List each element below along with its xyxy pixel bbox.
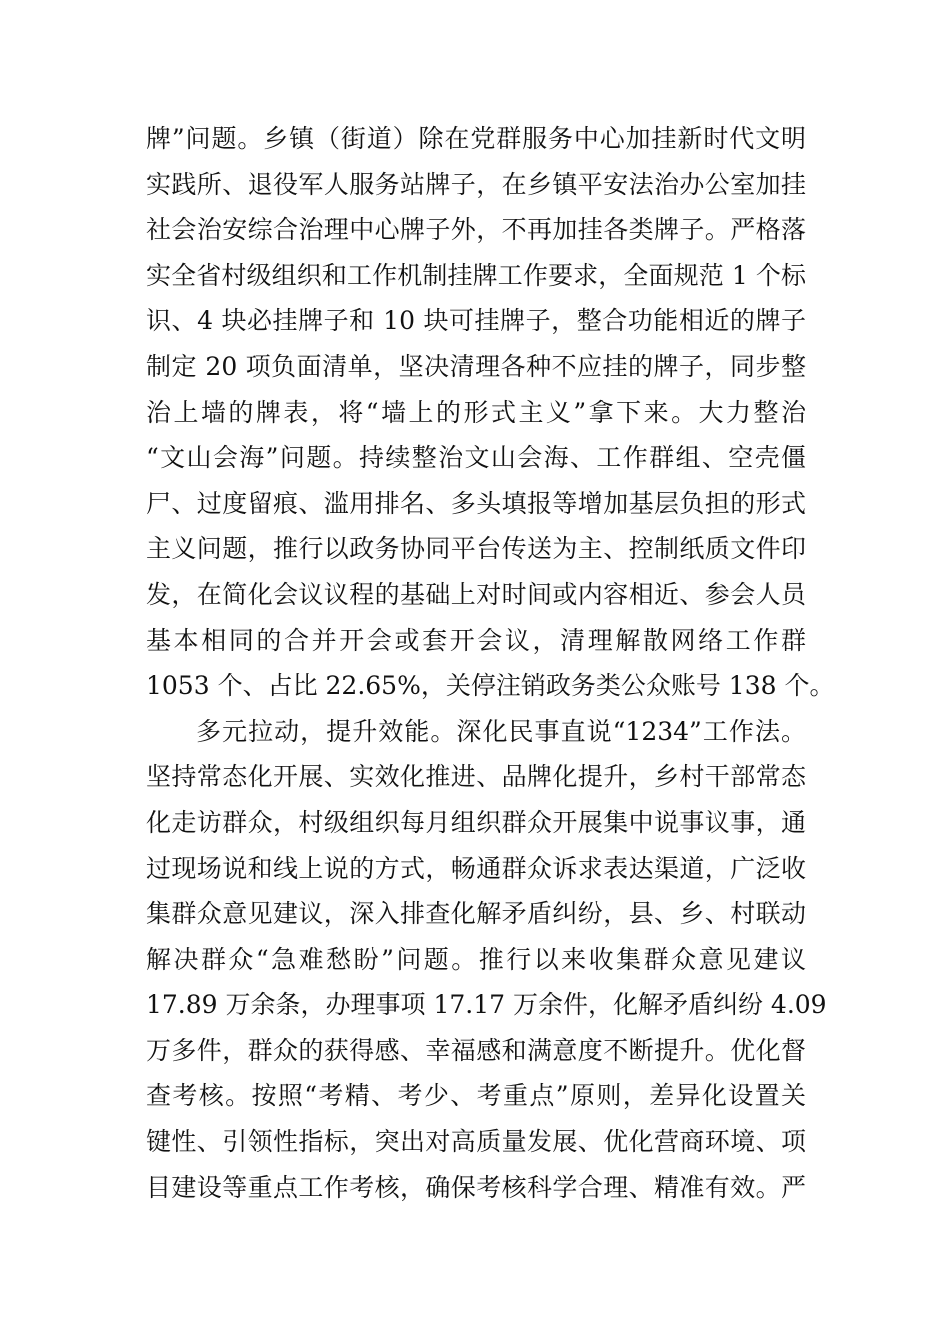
text-line: 万多件，群众的获得感、幸福感和满意度不断提升。优化督 — [146, 1035, 806, 1065]
text-line: 识、4 块必挂牌子和 10 块可挂牌子，整合功能相近的牌子 — [146, 306, 806, 336]
text-line: 过现场说和线上说的方式，畅通群众诉求表达渠道，广泛收 — [146, 853, 806, 883]
text-line: 键性、引领性指标，突出对高质量发展、优化营商环境、项 — [146, 1127, 806, 1157]
text-line: 社会治安综合治理中心牌子外，不再加挂各类牌子。严格落 — [146, 215, 806, 245]
text-line: 查考核。按照“考精、考少、考重点”原则，差异化设置关 — [146, 1081, 806, 1111]
text-line: 集群众意见建议，深入排查化解矛盾纠纷，县、乡、村联动 — [146, 899, 806, 929]
paragraph-start-line: 多元拉动，提升效能。深化民事直说“1234”工作法。 — [196, 716, 806, 746]
text-line: 解决群众“急难愁盼”问题。推行以来收集群众意见建议 — [146, 944, 806, 974]
text-line: 主义问题，推行以政务协同平台传送为主、控制纸质文件印 — [146, 534, 806, 564]
text-line: 化走访群众，村级组织每月组织群众开展集中说事议事，通 — [146, 807, 806, 837]
text-line: 制定 20 项负面清单，坚决清理各种不应挂的牌子，同步整 — [146, 351, 806, 381]
text-line: “文山会海”问题。持续整治文山会海、工作群组、空壳僵 — [146, 443, 806, 473]
text-line: 尸、过度留痕、滥用排名、多头填报等增加基层负担的形式 — [146, 488, 806, 518]
text-line: 17.89 万余条，办理事项 17.17 万余件，化解矛盾纠纷 4.09 — [146, 990, 827, 1020]
text-line: 牌”问题。乡镇（街道）除在党群服务中心加挂新时代文明 — [146, 124, 806, 153]
body-text — [146, 116, 835, 1210]
paragraph-end-line: 1053 个、占比 22.65%，关停注销政务类公众账号 138 个。 — [146, 671, 835, 701]
text-line: 坚持常态化开展、实效化推进、品牌化提升，乡村干部常态 — [146, 762, 806, 792]
text-line: 实践所、退役军人服务站牌子，在乡镇平安法治办公室加挂 — [146, 169, 806, 199]
text-line: 实全省村级组织和工作机制挂牌工作要求，全面规范 1 个标 — [146, 260, 806, 290]
text-line: 目建设等重点工作考核，确保考核科学合理、精准有效。严 — [146, 1172, 806, 1202]
text-line: 治上墙的牌表，将“墙上的形式主义”拿下来。大力整治 — [146, 397, 806, 427]
text-line: 基本相同的合并开会或套开会议，清理解散网络工作群 — [146, 625, 806, 655]
text-line: 发，在简化会议议程的基础上对时间或内容相近、参会人员 — [146, 579, 806, 609]
